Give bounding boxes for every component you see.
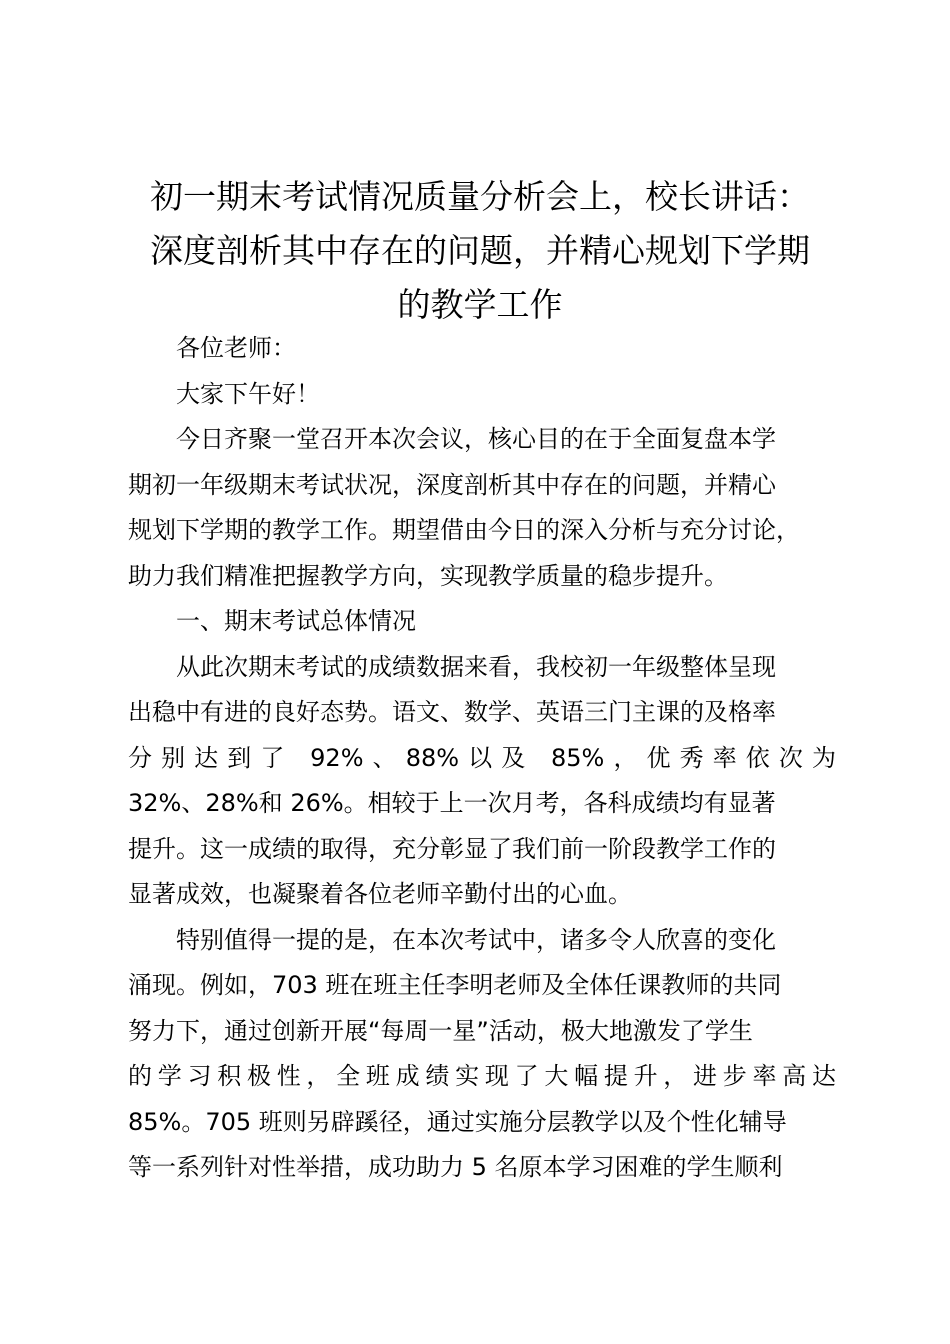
paragraph-line: 出稳中有进的良好态势。语文、数学、英语三门主课的及格率 — [128, 698, 776, 726]
paragraph-line: 期初一年级期末考试状况，深度剖析其中存在的问题，并精心 — [128, 470, 776, 499]
paragraph-line: 助力我们精准把握教学方向，实现教学质量的稳步提升。 — [128, 561, 728, 590]
paragraph-line: 提升。这一成绩的取得，充分彰显了我们前一阶段教学工作的 — [128, 834, 776, 863]
paragraph-highlights — [128, 918, 836, 1191]
paragraph-line: 85%。705 班则另辟蹊径，通过实施分层教学以及个性化辅导 — [128, 1107, 787, 1136]
document-body — [128, 326, 836, 1191]
title-line-1: 初一期末考试情况质量分析会上，校长讲话： — [150, 177, 810, 216]
paragraph-line: 显著成效，也凝聚着各位老师辛勤付出的心血。 — [128, 880, 632, 908]
paragraph-line: 从此次期末考试的成绩数据来看，我校初一年级整体呈现 — [176, 652, 776, 681]
paragraph-line: 的学习积极性，全班成绩实现了大幅提升，进步率高达 — [128, 1062, 836, 1090]
paragraph-line: 规划下学期的教学工作。期望借由今日的深入分析与充分讨论， — [128, 516, 800, 544]
section-heading: 一、期末考试总体情况 — [176, 607, 416, 635]
title-line-3: 的教学工作 — [397, 285, 563, 324]
paragraph-line: 等一系列针对性举措，成功助力 5 名原本学习困难的学生顺利 — [128, 1153, 783, 1181]
paragraph-line: 涌现。例如，703 班在班主任李明老师及全体任课教师的共同 — [128, 971, 782, 999]
title-line-2: 深度剖析其中存在的问题，并精心规划下学期 — [150, 231, 810, 270]
salutation: 各位老师： — [176, 334, 296, 362]
document-title — [110, 170, 850, 332]
paragraph-line: 32%、28%和 26%。相较于上一次月考，各科成绩均有显著 — [128, 789, 776, 817]
paragraph-line: 特别值得一提的是，在本次考试中，诸多令人欣喜的变化 — [176, 925, 776, 954]
paragraph-intro — [128, 417, 836, 599]
paragraph-line: 今日齐聚一堂召开本次会议，核心目的在于全面复盘本学 — [176, 425, 776, 453]
paragraph-results — [128, 645, 836, 918]
greeting: 大家下午好！ — [176, 379, 320, 408]
paragraph-line: 努力下，通过创新开展“每周一星”活动，极大地激发了学生 — [128, 1016, 753, 1045]
paragraph-line: 分别达到了 92%、88%以及 85%，优秀率依次为 — [128, 743, 836, 772]
